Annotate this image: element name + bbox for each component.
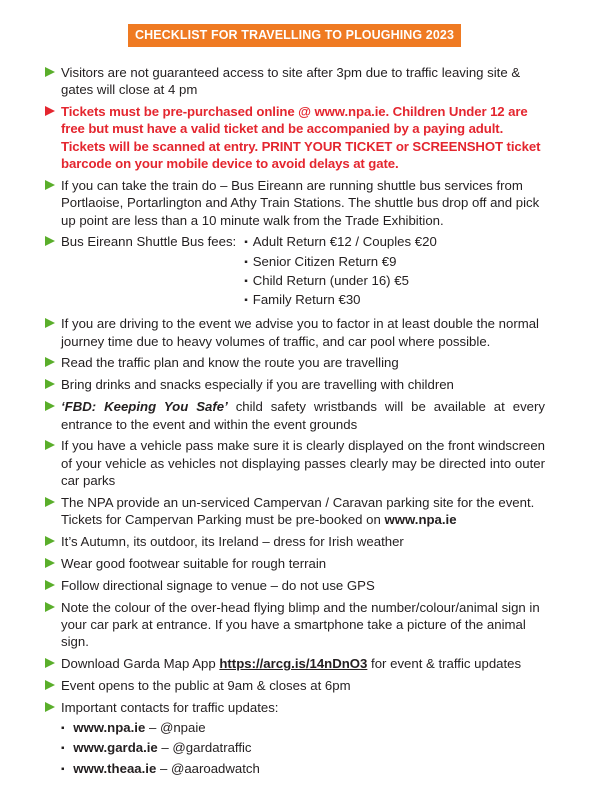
item-text: Wear good footwear suitable for rough terrain <box>61 555 327 571</box>
contact-handle: – @gardatraffic <box>157 740 252 756</box>
triangle-bullet-icon <box>45 379 55 389</box>
list-item-train <box>45 177 545 229</box>
triangle-bullet-icon <box>45 536 55 546</box>
ticket-warning-text: Tickets must be pre-purchased online @ www.npa.ie. Children Under 12 are free but must have a valid ticket and be accompanied by a paying adult. Tickets will be scanned at entry. PRINT YOUR TICKET or SCREENSHOT ticket barcode on your mobile device to avoid delays at gate. <box>61 104 541 172</box>
triangle-bullet-icon <box>45 67 55 77</box>
list-item-signage <box>45 577 545 594</box>
garda-app-link[interactable]: https://arcg.is/14nDnO3 <box>219 656 368 672</box>
item-text: for event & traffic updates <box>367 656 522 672</box>
list-item-opening <box>45 677 545 694</box>
triangle-bullet-icon <box>45 602 55 612</box>
triangle-bullet-icon <box>45 440 55 450</box>
list-item-tickets <box>45 103 545 172</box>
page-title: CHECKLIST FOR TRAVELLING TO PLOUGHING 2023 <box>128 24 461 47</box>
triangle-bullet-icon <box>45 497 55 507</box>
list-item-vehicle-pass <box>45 437 545 489</box>
list-item-traffic-plan <box>45 354 545 371</box>
contact-garda <box>61 739 545 760</box>
triangle-bullet-icon <box>45 357 55 367</box>
list-item-fbd <box>45 398 545 433</box>
item-text: It’s Autumn, its outdoor, its Ireland – dress for Irish weather <box>61 534 404 550</box>
list-item-bus-fees <box>45 233 545 310</box>
contact-handle: – @npaie <box>145 719 206 735</box>
contact-aa <box>61 760 545 781</box>
triangle-bullet-icon <box>45 658 55 668</box>
title-banner-wrap <box>0 24 589 47</box>
fee-item: ▪ Adult Return €12 / Couples €20 <box>244 233 545 252</box>
item-text: Note the colour of the over-head flying blimp and the number/colour/animal sign in your car park at entrance. If you have a smartphone take a picture of the animal sign. <box>61 599 540 650</box>
item-text: Bring drinks and snacks especially if you are travelling with children <box>61 377 454 393</box>
item-text: If you are driving to the event we advise you to factor in at least double the normal journey time due to heavy volumes of traffic, and car pool where possible. <box>61 316 539 349</box>
list-item-footwear <box>45 555 545 572</box>
contact-site-link[interactable]: www.garda.ie <box>73 740 158 756</box>
checklist <box>45 64 545 780</box>
list-item-garda-app <box>45 655 545 672</box>
contact-npa <box>61 719 545 740</box>
triangle-bullet-icon <box>45 680 55 690</box>
list-item-contacts <box>45 699 545 716</box>
triangle-bullet-icon <box>45 580 55 590</box>
contacts-label: Important contacts for traffic updates: <box>61 700 279 715</box>
item-text: The NPA provide an un-serviced Campervan / Caravan parking site for the event. Tickets for Campervan Parking must be pre-booked on <box>61 494 535 528</box>
item-text: Event opens to the public at 9am & closes at 6pm <box>61 678 351 694</box>
contact-site-link[interactable]: www.npa.ie <box>73 719 146 735</box>
item-text: child safety wristbands will be available at every entrance to the event and within the event grounds <box>61 399 546 432</box>
fee-item: ▪ Child Return (under 16) €5 <box>244 272 545 291</box>
triangle-bullet-icon <box>45 318 55 328</box>
list-item-access <box>45 64 545 99</box>
item-text: If you have a vehicle pass make sure it is clearly displayed on the front windscreen of your vehicle as vehicles not displaying passes clearly may be directed into outer car parks <box>61 438 545 488</box>
list-item-campervan <box>45 494 545 529</box>
fee-item: ▪ Senior Citizen Return €9 <box>244 253 545 272</box>
item-text: Visitors are not guaranteed access to site after 3pm due to traffic leaving site & gates will close at 4 pm <box>61 65 521 98</box>
fee-item: ▪ Family Return €30 <box>244 291 545 310</box>
item-text: Read the traffic plan and know the route you are travelling <box>61 355 399 371</box>
item-text: Download Garda Map App <box>61 656 220 672</box>
npa-link[interactable]: www.npa.ie <box>384 512 457 528</box>
list-item-autumn <box>45 533 545 550</box>
item-text: Follow directional signage to venue – do not use GPS <box>61 577 375 593</box>
list-item-blimp <box>45 599 545 651</box>
triangle-bullet-icon <box>45 702 55 712</box>
triangle-bullet-icon <box>45 106 55 116</box>
fbd-campaign-name: ‘FBD: Keeping You Safe’ <box>61 399 228 415</box>
fees-label: Bus Eireann Shuttle Bus fees: <box>61 234 237 250</box>
triangle-bullet-icon <box>45 180 55 190</box>
list-item-driving <box>45 315 545 350</box>
triangle-bullet-icon <box>45 236 55 246</box>
item-text: If you can take the train do – Bus Eireann are running shuttle bus services from Portlaoise, Portarlington and Athy Train Stations. The shuttle bus drop off and pick up point are less than a 10 minute walk from the Trade Exhibition. <box>61 177 540 228</box>
fees-list <box>244 233 545 310</box>
triangle-bullet-icon <box>45 558 55 568</box>
list-item-drinks <box>45 376 545 393</box>
contact-handle: – @aaroadwatch <box>156 760 260 776</box>
contacts-list <box>45 719 545 781</box>
contact-site-link[interactable]: www.theaa.ie <box>73 760 157 776</box>
triangle-bullet-icon <box>45 401 55 411</box>
